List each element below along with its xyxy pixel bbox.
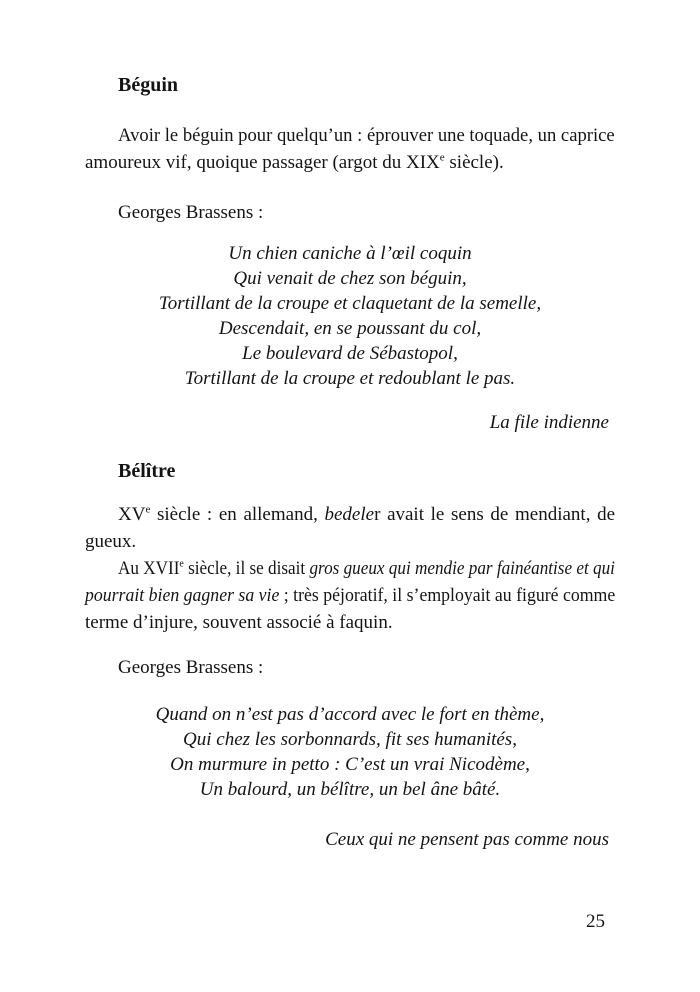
paragraph-line <box>85 149 615 176</box>
poem-line: Descendait, en se poussant du col, <box>218 318 482 339</box>
text-run: siècle). <box>444 152 504 173</box>
text-run: r avait le sens de mendiant, de <box>374 504 616 525</box>
poem-quote-beguin <box>85 241 615 391</box>
poem-line: Qui venait de chez son béguin, <box>233 268 467 289</box>
term-heading-beguin: Béguin <box>118 74 179 96</box>
text-run: Avoir le béguin pour quelqu’un : éprouver une toquade, un caprice <box>118 125 615 146</box>
definition-paragraph-beguin <box>85 122 615 176</box>
italic-term: bedele <box>324 504 375 525</box>
text-run: XV <box>118 504 146 525</box>
text-run: terme d’injure, souvent associé à faquin. <box>85 612 393 633</box>
superscript-ordinal: e <box>145 503 151 516</box>
text-run: Au XVII <box>118 558 180 579</box>
definition-paragraph-belitre-1 <box>85 501 615 555</box>
italic-phrase: pourrait bien gagner sa vie <box>85 585 280 606</box>
definition-paragraph-belitre-2 <box>85 555 615 636</box>
text-run: amoureux vif, quoique passager (argot du XIX <box>85 152 440 173</box>
poem-line: Tortillant de la croupe et claquetant de la semelle, <box>158 293 542 314</box>
paragraph-line <box>85 528 615 555</box>
attribution-beguin: Georges Brassens : <box>118 202 264 223</box>
section-belitre <box>85 458 615 853</box>
page-content <box>85 0 615 853</box>
paragraph-line <box>85 122 615 149</box>
text-run: gueux. <box>85 531 137 552</box>
page-number: 25 <box>586 911 605 932</box>
poem-line: Qui chez les sorbonnards, fit ses humanités, <box>183 729 517 750</box>
poem-line: Un balourd, un bélître, un bel âne bâté. <box>199 779 501 800</box>
superscript-ordinal: e <box>439 151 445 164</box>
term-heading-belitre: Bélître <box>118 460 176 482</box>
poem-line: Tortillant de la croupe et redoublant le pas. <box>184 368 516 389</box>
poem-line: On murmure in petto : C’est un vrai Nicodème, <box>170 754 530 775</box>
song-title-belitre: Ceux qui ne pensent pas comme nous <box>325 829 609 850</box>
poem-line: Quand on n’est pas d’accord avec le fort en thème, <box>155 704 545 725</box>
paragraph-line <box>85 609 615 636</box>
attribution-belitre: Georges Brassens : <box>118 657 264 678</box>
italic-phrase: gros gueux qui mendie par fainéantise et qui <box>309 558 615 579</box>
song-title-beguin: La file indienne <box>489 412 609 433</box>
paragraph-line <box>85 501 615 528</box>
paragraph-line <box>85 555 615 582</box>
text-run: ; très péjoratif, il s’employait au figuré comme <box>279 585 616 606</box>
poem-line: Le boulevard de Sébastopol, <box>242 343 458 364</box>
text-run: siècle, il se disait <box>183 558 310 579</box>
paragraph-line <box>85 582 615 609</box>
poem-line: Un chien caniche à l’œil coquin <box>228 243 472 264</box>
section-beguin <box>85 72 615 436</box>
text-run: siècle : en allemand, <box>150 504 325 525</box>
poem-quote-belitre <box>85 702 615 802</box>
superscript-ordinal: e <box>179 557 184 570</box>
